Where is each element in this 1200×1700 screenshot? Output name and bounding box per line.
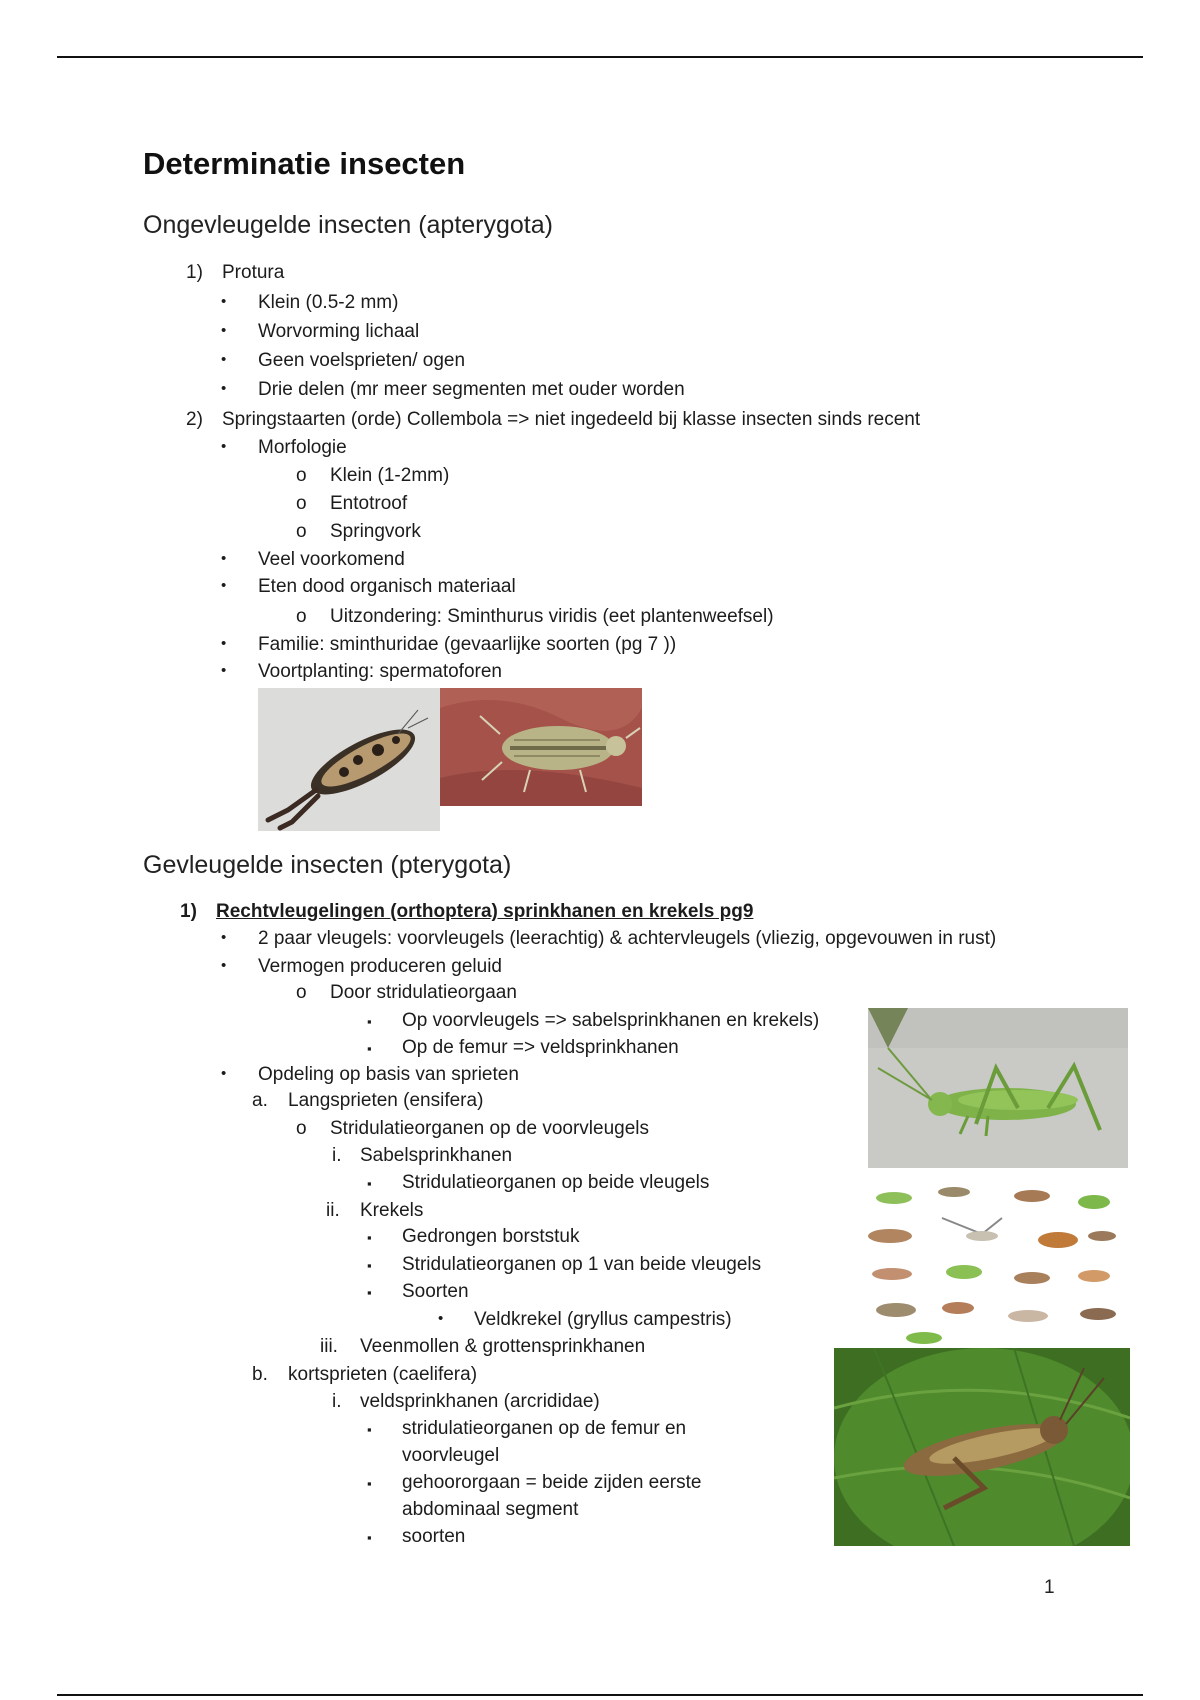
list-item-continuation: abdominaal segment [402, 1499, 579, 1520]
list-item: Familie: sminthuridae (gevaarlijke soorten (pg 7 )) [258, 634, 677, 655]
header-rule [57, 56, 1143, 58]
list-item: Springvork [330, 521, 421, 542]
list-item: Drie delen (mr meer segmenten met ouder worden [258, 379, 685, 400]
list-item: soorten [402, 1526, 466, 1547]
square-bullet-icon: ▪ [367, 1530, 372, 1545]
list-item: Worvorming lichaal [258, 321, 420, 342]
list-marker: b. [252, 1364, 268, 1385]
square-bullet-icon: ▪ [367, 1476, 372, 1491]
list-item: Stridulatieorganen op de voorvleugels [330, 1118, 649, 1139]
list-item: Krekels [360, 1200, 424, 1221]
bullet-icon: • [221, 957, 227, 974]
circle-bullet-icon: o [296, 606, 307, 627]
circle-bullet-icon: o [296, 465, 307, 486]
list-marker: i. [332, 1391, 342, 1412]
grasshopper-species-collage [862, 1178, 1128, 1346]
list-marker: 1) [186, 262, 203, 283]
list-item: Geen voelsprieten/ ogen [258, 350, 466, 371]
green-bush-cricket-photo [868, 1008, 1128, 1168]
bullet-icon: • [221, 662, 227, 679]
list-item: Veel voorkomend [258, 549, 405, 570]
list-item: Voortplanting: spermatoforen [258, 661, 502, 682]
list-item: Springstaarten (orde) Collembola => niet ingedeeld bij klasse insecten sinds recent [222, 409, 921, 430]
springtail-photo [440, 688, 642, 806]
section-heading-pterygota: Gevleugelde insecten (pterygota) [143, 851, 512, 879]
list-item: stridulatieorganen op de femur en [402, 1418, 687, 1439]
square-bullet-icon: ▪ [367, 1422, 372, 1437]
list-item: Soorten [402, 1281, 469, 1302]
list-item: Op de femur => veldsprinkhanen [402, 1037, 679, 1058]
square-bullet-icon: ▪ [367, 1230, 372, 1245]
list-marker: a. [252, 1090, 268, 1111]
circle-bullet-icon: o [296, 982, 307, 1003]
list-marker: 2) [186, 409, 203, 430]
page-title: Determinatie insecten [143, 146, 466, 181]
list-item: gehoororgaan = beide zijden eerste [402, 1472, 702, 1493]
list-item: Langsprieten (ensifera) [288, 1090, 484, 1111]
list-item: Klein (0.5-2 mm) [258, 292, 399, 313]
bullet-icon: • [221, 635, 227, 652]
bullet-icon: • [221, 293, 227, 310]
list-marker: i. [332, 1145, 342, 1166]
list-marker: 1) [180, 901, 197, 922]
square-bullet-icon: ▪ [367, 1041, 372, 1056]
circle-bullet-icon: o [296, 1118, 307, 1139]
list-marker: ii. [326, 1200, 340, 1221]
list-marker: iii. [320, 1336, 338, 1357]
list-item: Uitzondering: Sminthurus viridis (eet plantenweefsel) [330, 606, 774, 627]
list-item: Opdeling op basis van sprieten [258, 1064, 519, 1085]
bullet-icon: • [438, 1310, 444, 1327]
circle-bullet-icon: o [296, 493, 307, 514]
list-item: Gedrongen borststuk [402, 1226, 580, 1247]
square-bullet-icon: ▪ [367, 1258, 372, 1273]
circle-bullet-icon: o [296, 521, 307, 542]
square-bullet-icon: ▪ [367, 1285, 372, 1300]
list-item-continuation: voorvleugel [402, 1445, 500, 1466]
list-item: Veldkrekel (gryllus campestris) [474, 1309, 732, 1330]
springtail-photo [258, 688, 440, 831]
square-bullet-icon: ▪ [367, 1176, 372, 1191]
list-item: Klein (1-2mm) [330, 465, 450, 486]
bullet-icon: • [221, 577, 227, 594]
list-item: 2 paar vleugels: voorvleugels (leerachtig) & achtervleugels (vliezig, opgevouwen in rust) [258, 928, 997, 949]
square-bullet-icon: ▪ [367, 1014, 372, 1029]
footer-rule [57, 1694, 1143, 1696]
bullet-icon: • [221, 438, 227, 455]
list-item: Stridulatieorganen op beide vleugels [402, 1172, 710, 1193]
section-heading-apterygota: Ongevleugelde insecten (apterygota) [143, 211, 553, 239]
bullet-icon: • [221, 380, 227, 397]
list-item: Rechtvleugelingen (orthoptera) sprinkhanen en krekels pg9 [216, 901, 754, 922]
list-item: kortsprieten (caelifera) [288, 1364, 478, 1385]
bullet-icon: • [221, 929, 227, 946]
list-item: Op voorvleugels => sabelsprinkhanen en krekels) [402, 1010, 820, 1031]
list-item: Door stridulatieorgaan [330, 982, 517, 1003]
list-item: Protura [222, 262, 285, 283]
page-number: 1 [1044, 1577, 1055, 1598]
list-item: Entotroof [330, 493, 408, 514]
list-item: Stridulatieorganen op 1 van beide vleugels [402, 1254, 762, 1275]
list-item: veldsprinkhanen (arcrididae) [360, 1391, 600, 1412]
list-item: Morfologie [258, 437, 347, 458]
bullet-icon: • [221, 1065, 227, 1082]
bullet-icon: • [221, 550, 227, 567]
list-item: Eten dood organisch materiaal [258, 576, 516, 597]
bullet-icon: • [221, 351, 227, 368]
list-item: Sabelsprinkhanen [360, 1145, 513, 1166]
list-item: Veenmollen & grottensprinkhanen [360, 1336, 646, 1357]
bullet-icon: • [221, 322, 227, 339]
list-item: Vermogen produceren geluid [258, 956, 503, 977]
field-grasshopper-on-leaf-photo [834, 1348, 1130, 1546]
